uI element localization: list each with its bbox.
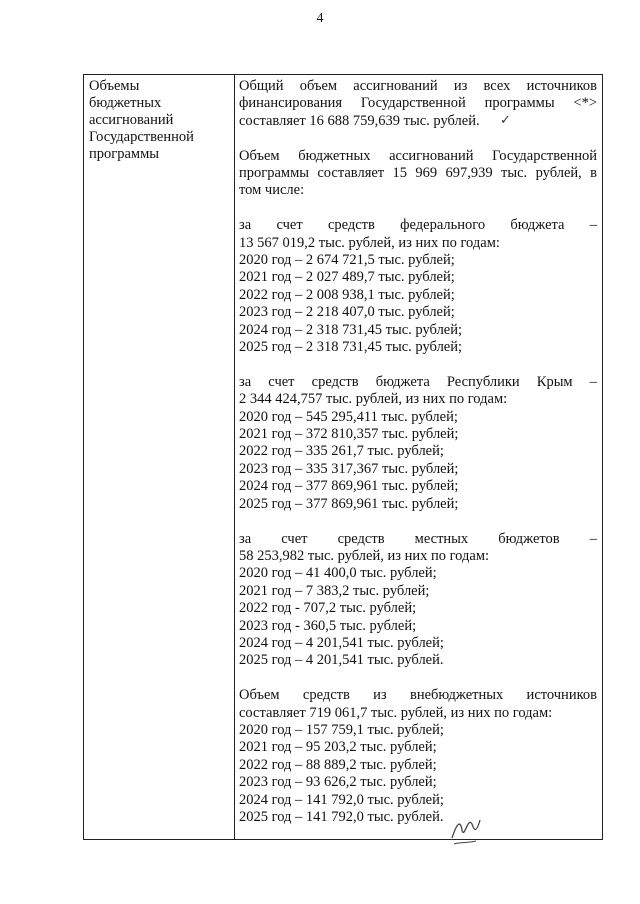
row-content-cell xyxy=(239,78,597,826)
text-line: финансирования Государственной программы <*> xyxy=(239,95,597,112)
year-line: 2025 год – 2 318 731,45 тыс. рублей; xyxy=(239,339,463,356)
text-line: том числе: xyxy=(239,182,305,199)
year-line: 2021 год – 372 810,357 тыс. рублей; xyxy=(239,426,459,443)
text-line: за счет средств федерального бюджета – xyxy=(239,217,597,234)
text-line: за счет средств бюджета Республики Крым – xyxy=(239,373,597,390)
row-label-line: Объемы xyxy=(89,78,140,94)
year-line: 2023 год - 360,5 тыс. рублей; xyxy=(239,617,417,634)
year-line: 2023 год – 93 626,2 тыс. рублей; xyxy=(239,774,437,791)
page-number: 4 xyxy=(316,11,324,26)
year-line: 2020 год – 545 295,411 тыс. рублей; xyxy=(239,408,458,425)
row-label-line: ассигнований xyxy=(89,112,174,128)
year-line: 2021 год – 2 027 489,7 тыс. рублей; xyxy=(239,269,455,286)
row-label-line: Государственной xyxy=(89,129,194,145)
year-line: 2025 год – 141 792,0 тыс. рублей. xyxy=(239,808,444,825)
row-label-line: бюджетных xyxy=(89,95,162,111)
year-line: 2024 год – 2 318 731,45 тыс. рублей; xyxy=(239,321,463,338)
extrabudget-section xyxy=(239,687,597,826)
year-line: 2024 год – 377 869,961 тыс. рублей; xyxy=(239,478,459,495)
text-line: 2 344 424,757 тыс. рублей, из них по годам: xyxy=(239,391,508,408)
year-line: 2022 год – 335 261,7 тыс. рублей; xyxy=(239,443,444,460)
year-line: 2024 год – 141 792,0 тыс. рублей; xyxy=(239,791,444,808)
federal-budget-section xyxy=(239,217,597,356)
text-line: составляет 16 688 759,639 тыс. рублей. xyxy=(239,112,480,129)
crimea-budget-section xyxy=(239,374,597,513)
text-line: Объем бюджетных ассигнований Государственной xyxy=(239,147,597,164)
year-line: 2025 год – 377 869,961 тыс. рублей; xyxy=(239,495,459,512)
year-line: 2020 год – 2 674 721,5 тыс. рублей; xyxy=(239,252,455,269)
year-line: 2022 год – 88 889,2 тыс. рублей; xyxy=(239,756,437,773)
row-label-cell xyxy=(89,78,229,163)
year-line: 2023 год – 335 317,367 тыс. рублей; xyxy=(239,460,459,477)
total-allocation-paragraph xyxy=(239,78,597,130)
text-line: 13 567 019,2 тыс. рублей, из них по годам: xyxy=(239,234,500,251)
year-line: 2023 год – 2 218 407,0 тыс. рублей; xyxy=(239,304,455,321)
year-line: 2024 год – 4 201,541 тыс. рублей; xyxy=(239,634,444,651)
year-line: 2022 год – 2 008 938,1 тыс. рублей; xyxy=(239,286,455,303)
year-line: 2021 год – 7 383,2 тыс. рублей; xyxy=(239,582,430,599)
text-line: составляет 719 061,7 тыс. рублей, из них по годам: xyxy=(239,704,553,721)
local-budget-section xyxy=(239,531,597,670)
row-label-line: программы xyxy=(89,146,159,162)
text-line: Объем средств из внебюджетных источников xyxy=(239,687,597,704)
budget-allocation-paragraph xyxy=(239,148,597,200)
year-line: 2021 год – 95 203,2 тыс. рублей; xyxy=(239,739,437,756)
column-divider xyxy=(234,75,235,839)
year-line: 2022 год - 707,2 тыс. рублей; xyxy=(239,600,417,617)
signature-mark-icon xyxy=(446,808,486,850)
text-line: Общий объем ассигнований из всех источников xyxy=(239,78,597,94)
budget-table xyxy=(83,74,603,840)
year-line: 2025 год – 4 201,541 тыс. рублей. xyxy=(239,652,444,669)
text-line: программы составляет 15 969 697,939 тыс. рублей, в xyxy=(239,165,597,182)
check-mark-icon: ✓ xyxy=(500,112,511,127)
text-line: 58 253,982 тыс. рублей, из них по годам: xyxy=(239,547,490,564)
year-line: 2020 год – 157 759,1 тыс. рублей; xyxy=(239,721,444,738)
year-line: 2020 год – 41 400,0 тыс. рублей; xyxy=(239,565,437,582)
text-line: за счет средств местных бюджетов – xyxy=(239,530,597,547)
